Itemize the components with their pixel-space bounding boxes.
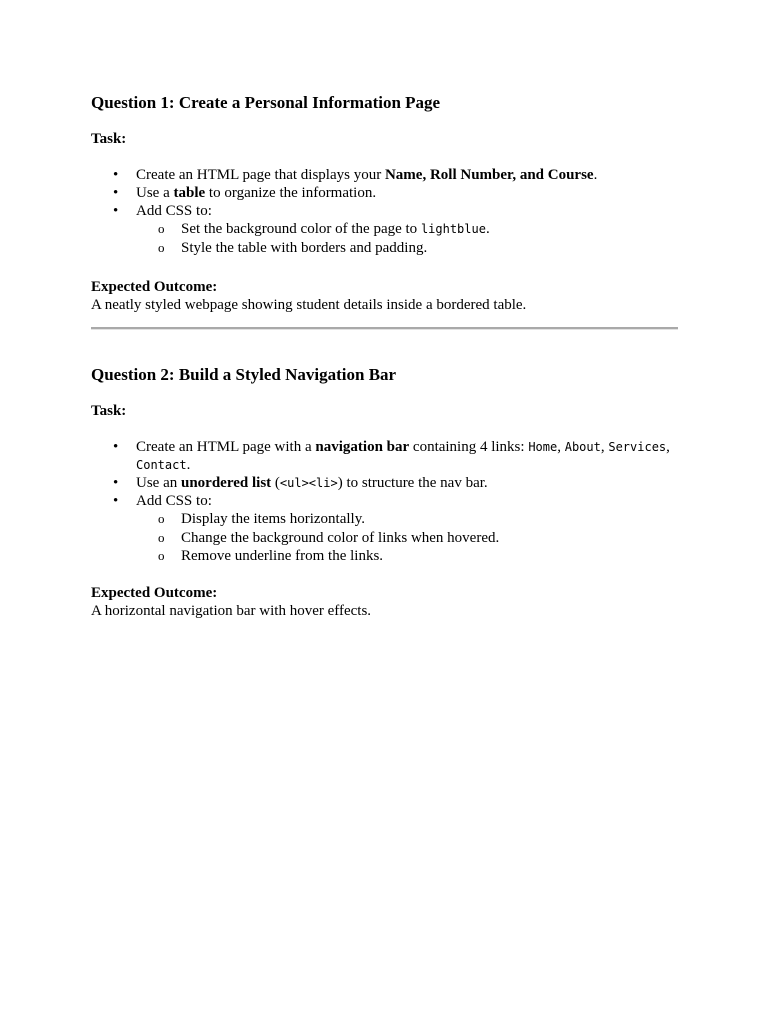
list-item: • Add CSS to: o Set the background color of the page to lightblue. o Style the table with borders and padding. <box>91 202 678 257</box>
question-1-task-list <box>91 166 678 257</box>
list-item: • Use an unordered list (<ul><li>) to structure the nav bar. <box>91 474 678 492</box>
question-2-task-list <box>91 438 678 566</box>
list-item: • Create an HTML page that displays your Name, Roll Number, and Course. <box>91 166 678 184</box>
question-2-task-label: Task: <box>91 403 127 419</box>
list-item: • Create an HTML page with a navigation bar containing 4 links: Home, About, Services, Contact. <box>91 438 678 474</box>
question-2-css-sublist <box>136 510 678 566</box>
sublist-item: o Set the background color of the page to lightblue. <box>136 220 678 239</box>
sublist-item: o Change the background color of links when hovered. <box>136 529 678 548</box>
question-1-task-label: Task: <box>91 131 127 147</box>
sublist-item: o Style the table with borders and padding. <box>136 239 678 258</box>
section-divider <box>91 327 678 330</box>
question-2-section <box>91 364 678 620</box>
question-1-title: Question 1: Create a Personal Information Page <box>91 93 441 112</box>
list-item: • Use a table to organize the information. <box>91 184 678 202</box>
question-1-section <box>91 92 678 314</box>
question-1-css-sublist <box>136 220 678 257</box>
question-2-outcome-label: Expected Outcome: <box>91 584 218 601</box>
question-1-outcome-label: Expected Outcome: <box>91 279 218 295</box>
question-2-outcome-text: A horizontal navigation bar with hover effects. <box>91 602 372 619</box>
sublist-item: o Display the items horizontally. <box>136 510 678 529</box>
list-item: • Add CSS to: o Display the items horizontally. o Change the background color of links when hovered. o Remove underline from the links. <box>91 492 678 566</box>
question-1-outcome-text: A neatly styled webpage showing student details inside a bordered table. <box>91 297 527 313</box>
question-2-title: Question 2: Build a Styled Navigation Bar <box>91 365 397 384</box>
sublist-item: o Remove underline from the links. <box>136 547 678 566</box>
